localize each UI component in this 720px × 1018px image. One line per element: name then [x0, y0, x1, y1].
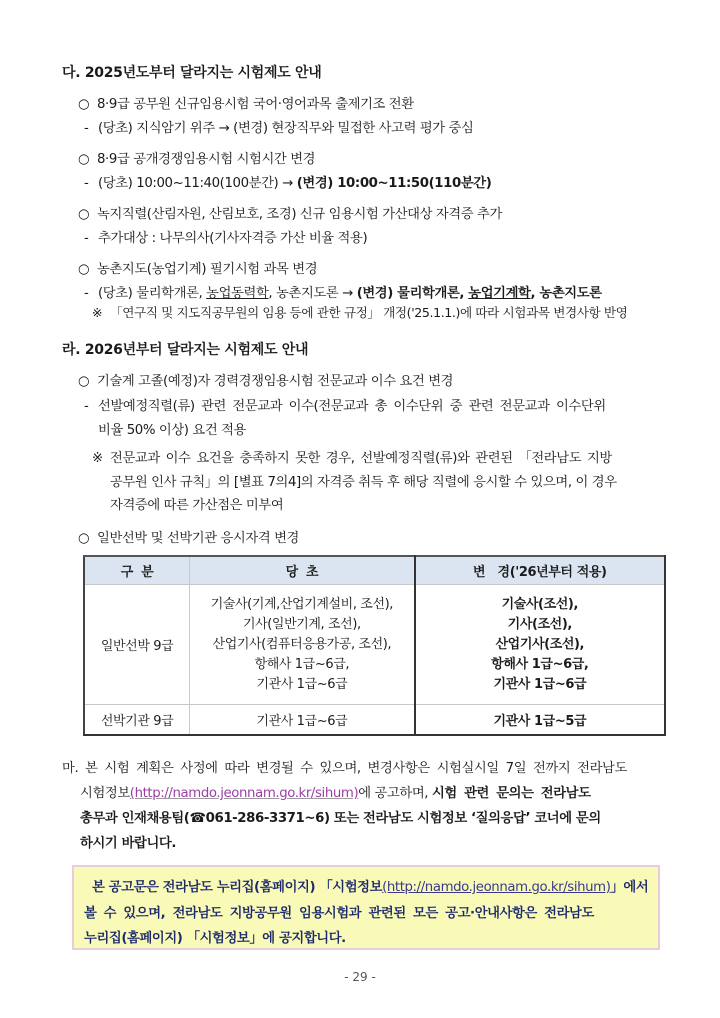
header-before: 당 초	[190, 556, 415, 585]
cell-line: 항해사 1급~6급,	[254, 656, 350, 672]
list-subitem	[84, 227, 367, 246]
ma-text-bold: 시험 관련 문의는 전라남도	[431, 786, 591, 801]
list-item	[78, 527, 299, 546]
item-text: 일반선박 및 선박기관 응시자격 변경	[97, 531, 299, 546]
cell-line: 산업기사(조선),	[495, 636, 585, 652]
cell-line: 항해사 1급~6급,	[491, 656, 589, 672]
circle-bullet-icon: ○	[78, 262, 90, 277]
dash-bullet-icon: -	[84, 231, 89, 246]
subitem-text: (당초) 10:00~11:40(100분간) →	[98, 176, 297, 191]
table-header-row	[84, 556, 665, 585]
cell-category: 선박기관 9급	[84, 705, 190, 735]
dash-bullet-icon: -	[84, 286, 89, 301]
cell-category: 일반선박 9급	[84, 585, 190, 705]
cell-before	[190, 585, 415, 705]
cell-line: 기사(조선),	[507, 616, 572, 632]
cell-line: 기술사(조선),	[501, 596, 578, 612]
cell-after	[415, 585, 665, 705]
notice-text: 」에서	[610, 880, 649, 895]
list-subitem	[84, 282, 602, 301]
subitem-text-bold: (변경) 물리학개론,	[356, 286, 469, 301]
list-subitem	[84, 117, 473, 136]
list-item	[78, 370, 453, 389]
item-text: 8·9급 공무원 신규임용시험 국어·영어과목 출제기조 전환	[97, 97, 414, 112]
item-text: 녹지직렬(산림자원, 산림보호, 조경) 신규 임용시험 가산대상 자격증 추가	[97, 207, 502, 222]
reference-mark-icon: ※	[92, 305, 103, 320]
list-item	[78, 93, 414, 112]
reference-mark-icon: ※	[92, 451, 103, 466]
ma-text: 시험정보	[80, 786, 130, 801]
section-ma-line-bold: 하시기 바랍니다.	[80, 836, 176, 851]
subitem-text-bold: (변경) 10:00~11:50(110분간)	[296, 176, 492, 191]
dash-bullet-icon: -	[84, 176, 89, 191]
cell-line: 기술사(기계,산업기계설비, 조선),	[210, 596, 394, 612]
circle-bullet-icon: ○	[78, 531, 90, 546]
list-subitem	[84, 395, 606, 414]
cell-line: 기사(일반기계, 조선),	[242, 616, 361, 632]
note-text	[92, 447, 612, 466]
circle-bullet-icon: ○	[78, 207, 90, 222]
subitem-text: (당초) 물리학개론,	[98, 286, 207, 301]
item-text: 기술계 고졸(예정)자 경력경쟁임용시험 전문교과 이수 요건 변경	[97, 374, 454, 389]
note-text	[92, 302, 627, 321]
note-body: 「연구직 및 지도직공무원의 임용 등에 관한 규정」 개정('25.1.1.)에 따라 시험과목 변경사항 반영	[110, 305, 628, 320]
table-row	[84, 705, 665, 735]
list-item	[78, 148, 315, 167]
dash-bullet-icon: -	[84, 121, 89, 136]
item-text: 8·9급 공개경쟁임용시험 시험시간 변경	[97, 152, 316, 167]
subitem-text: (당초) 지식암기 위주 → (변경) 현장직무와 밀접한 사고력 평가 중심	[98, 121, 474, 136]
subitem-text: 추가대상 : 나무의사(기사자격증 가산 비율 적용)	[98, 231, 368, 246]
section-ma-line	[80, 782, 591, 801]
notice-text: 본 공고문은 전라남도 누리집(홈페이지) 「시험정보	[92, 880, 383, 895]
item-text: 농촌지도(농업기계) 필기시험 과목 변경	[97, 262, 318, 277]
header-category: 구 분	[84, 556, 190, 585]
ma-text: 에 공고하며,	[358, 786, 432, 801]
circle-bullet-icon: ○	[78, 97, 90, 112]
section-ma-line-bold: 총무과 인재채용팀(☎061-286-3371~6) 또는 전라남도 시험정보 ‘질의응답’ 코너에 문의	[80, 811, 601, 826]
list-subitem	[84, 172, 491, 191]
cell-line: 기관사 1급~6급	[493, 676, 587, 692]
cell-line: 기관사 1급~6급	[256, 676, 348, 692]
qualification-table	[83, 555, 666, 736]
dash-bullet-icon: -	[84, 399, 89, 414]
subitem-text: , 농촌지도론 →	[268, 286, 357, 301]
section-ra-title: 라. 2026년부터 달라지는 시험제도 안내	[62, 342, 309, 358]
cell-before: 기관사 1급~6급	[190, 705, 415, 735]
exam-info-link[interactable]: (http://namdo.jeonnam.go.kr/sihum)	[129, 786, 359, 801]
cell-after: 기관사 1급~5급	[415, 705, 665, 735]
section-da-title: 다. 2025년도부터 달라지는 시험제도 안내	[62, 65, 322, 81]
note-text-cont: 자격증에 따른 가산점은 미부여	[110, 498, 284, 513]
note-body: 전문교과 이수 요건을 충족하지 못한 경우, 선발예정직렬(류)와 관련된 「전라남도 지방	[110, 451, 612, 466]
page-number: - 29 -	[344, 970, 376, 984]
notice-line	[92, 876, 648, 895]
notice-line: 누리집(홈페이지) 「시험정보」에 공지합니다.	[84, 931, 346, 946]
notice-line: 볼 수 있으며, 전라남도 지방공무원 임용시험과 관련된 모든 공고·안내사항은 전라남도	[84, 906, 594, 921]
subitem-text: 선발예정직렬(류) 관련 전문교과 이수(전문교과 총 이수단위 중 관련 전문교과 이수단위	[98, 399, 606, 414]
underlined-subject: 농업동력학	[206, 286, 269, 301]
header-after: 변 경('26년부터 적용)	[415, 556, 665, 585]
circle-bullet-icon: ○	[78, 152, 90, 167]
subitem-text-bold: , 농촌지도론	[530, 286, 602, 301]
subitem-text-cont: 비율 50% 이상) 요건 적용	[98, 423, 247, 438]
table-row	[84, 585, 665, 705]
cell-line: 산업기사(컴퓨터응용가공, 조선),	[212, 636, 392, 652]
notice-exam-info-link[interactable]: (http://namdo.jeonnam.go.kr/sihum)	[382, 880, 611, 895]
note-text-cont: 공무원 인사 규칙」의 [별표 7의4]의 자격증 취득 후 해당 직렬에 응시할 수 있으며, 이 경우	[110, 475, 617, 490]
list-item	[78, 258, 317, 277]
underlined-subject-bold: 농업기계학	[468, 286, 531, 301]
list-item	[78, 203, 502, 222]
circle-bullet-icon: ○	[78, 374, 90, 389]
notice-box	[72, 865, 660, 950]
section-ma-line: 마. 본 시험 계획은 사정에 따라 변경될 수 있으며, 변경사항은 시험실시일 7일 전까지 전라남도	[62, 761, 627, 776]
